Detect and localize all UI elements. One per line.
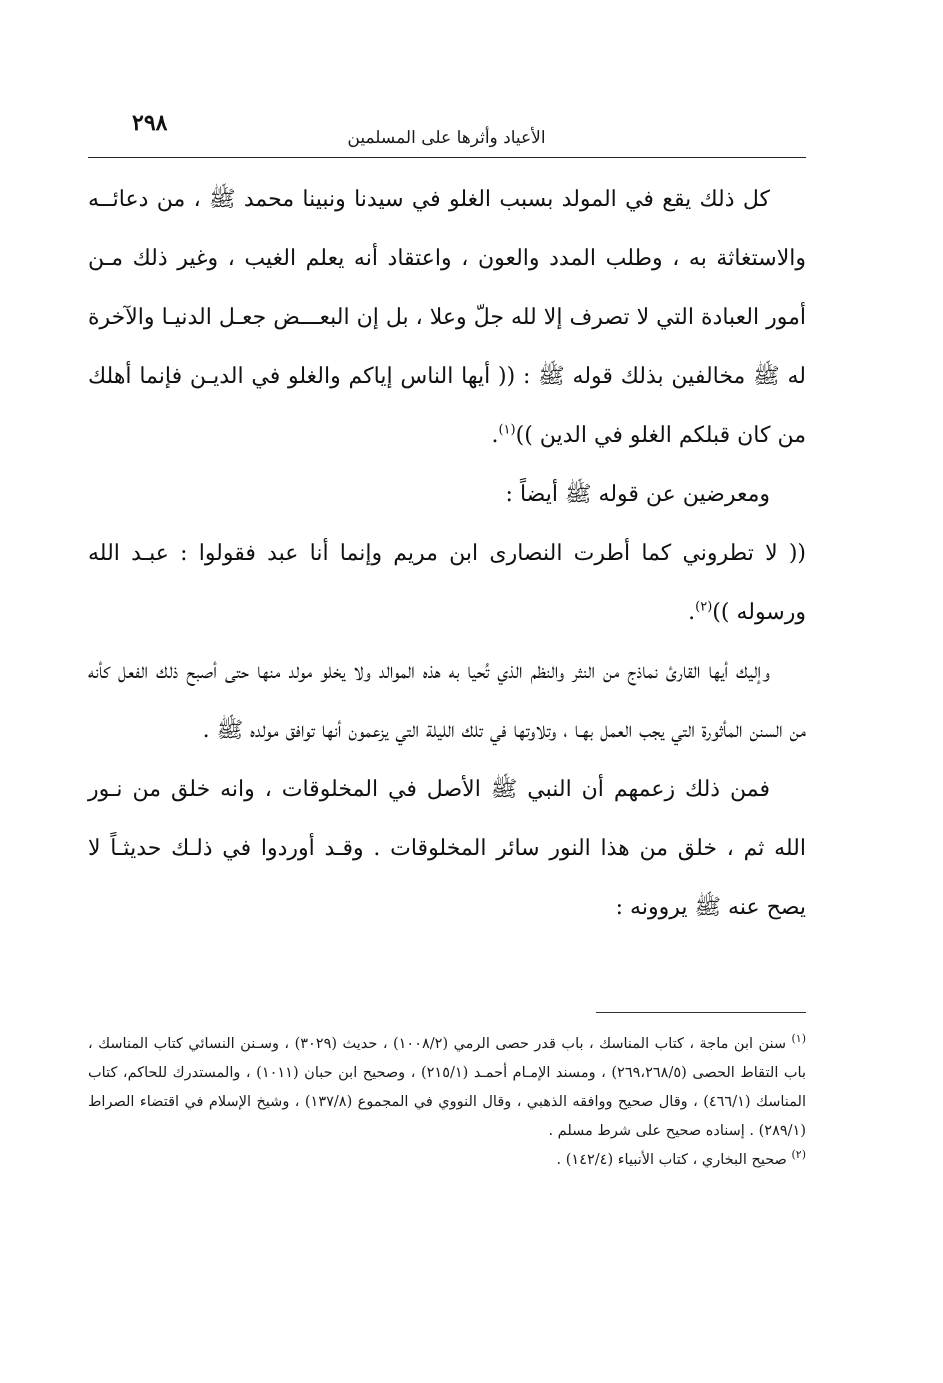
paragraph-5: فمن ذلك زعمهم أن النبي ﷺ الأصل في المخلوقات ، وانه خلق من نـور الله ثم ، خلق من هذا النور سائر المخلوقات . وقـد أوردوا في ذلـك حديثـاً لا يصح عنه ﷺ يروونه : xyxy=(88,777,806,920)
footnote-2-text: صحيح البخاري ، كتاب الأنبياء (١٤٢/٤) . xyxy=(556,1152,787,1168)
footnote-1-text: سنن ابن ماجة ، كتاب المناسك ، باب قدر حصى الرمي (١٠٠٨/٢) ، حديث (٣٠٢٩) ، وسـنن النسائي كتاب المناسك ، باب التقاط الحصى (٢٦٩،٢٦٨/٥) ، ومسند الإمـام أحمـد (٢١٥/١) ، وصحيح ابن حبان (١٠١١) ، والمستدرك للحاكم، كتاب المناسك (٤٦٦/١) ، وقال صحيح ووافقه الذهبي ، وقال النووي في المجموع (١٣٧/٨) ، وشيخ الإسلام في اقتضاء الصراط (٢٨٩/١) . إسناده صحيح على شرط مسلم . xyxy=(88,1036,806,1139)
paragraph-1-end: . xyxy=(491,423,499,448)
footnote-rule xyxy=(596,1012,806,1013)
header-rule xyxy=(88,157,806,158)
page-number: ٢٩٨ xyxy=(132,110,168,136)
footnotes xyxy=(88,1030,806,1175)
page-header xyxy=(88,108,805,158)
footnote-ref-1: (١) xyxy=(498,422,516,438)
footnote-ref-2: (٢) xyxy=(695,599,713,615)
footnote-2-mark: (٢) xyxy=(791,1148,806,1162)
hadith-quote xyxy=(88,524,806,642)
running-title: الأعياد وأثرها على المسلمين xyxy=(347,128,546,148)
paragraph-4: وإليك أيها القارئ نماذج من النثر والنظم الذي تُحيا به هذه الموالد ولا يخلو مولد منها حتى أصبح ذلك الفعل كأنه من السنن المأثورة التي يجب العمل بهـا ، وتلاوتها في تلك الليلة التي يزعمون أنها توافق مولده ﷺ . xyxy=(88,659,806,743)
footnote-1 xyxy=(88,1030,806,1146)
paragraph-1 xyxy=(88,170,806,465)
paragraph-1-text: كل ذلك يقع في المولد بسبب الغلو في سيدنا ونبينا محمد ﷺ ، من دعائــه والاستغاثة به ، وطلب المدد والعون ، واعتقاد أنه يعلم الغيب ، وغير ذلك مـن أمور العبادة التي لا تصرف إلا لله جلّ وعلا ، بل إن البعـــض جعـل الدنيـا والآخرة له ﷺ مخالفين بذلك قوله ﷺ : (( أيها الناس إياكم والغلو في الديـن فإنما أهلك من كان قبلكم الغلو في الدين )) xyxy=(88,187,806,448)
hadith-quote-end: . xyxy=(688,600,696,625)
paragraph-2: ومعرضين عن قوله ﷺ أيضاً : xyxy=(505,482,770,507)
footnote-2 xyxy=(88,1146,806,1175)
footnote-1-mark: (١) xyxy=(791,1032,807,1046)
main-text xyxy=(88,170,806,937)
hadith-quote-text: (( لا تطروني كما أطرت النصارى ابن مريم وإنما أنا عبد فقولوا : عبـد الله ورسوله )) xyxy=(88,541,806,625)
